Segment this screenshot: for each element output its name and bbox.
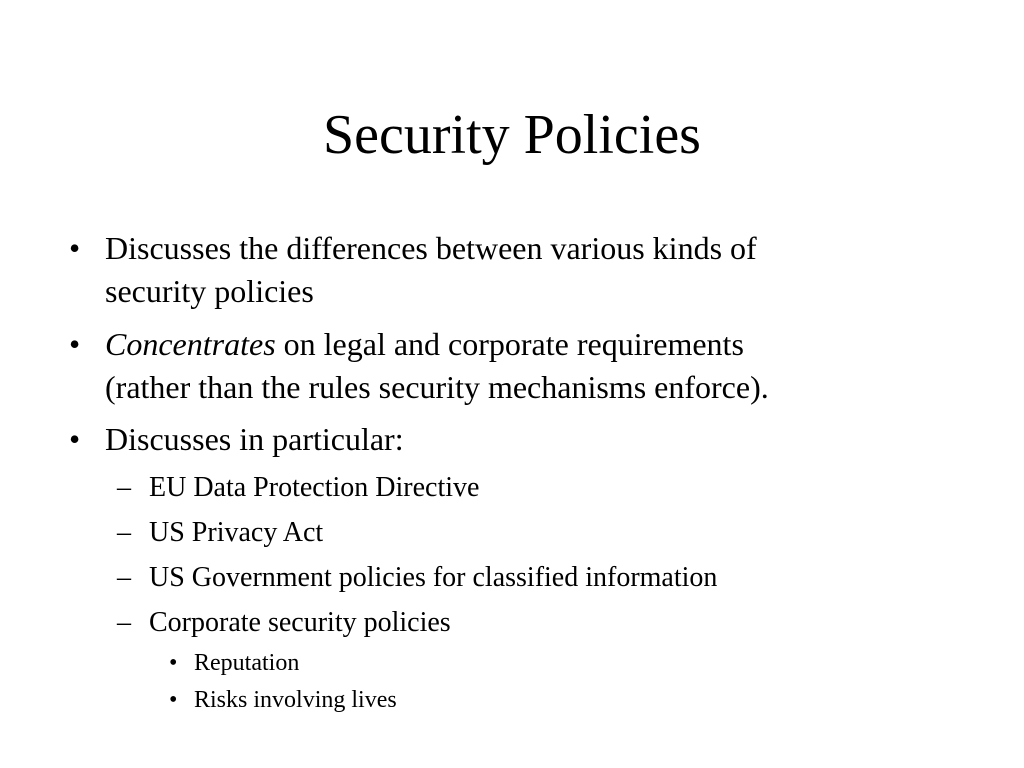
- dash-marker: –: [117, 607, 131, 638]
- bullet-marker: •: [169, 687, 178, 713]
- sub-sub-bullet-text: Reputation: [194, 650, 300, 676]
- bullet-item: [69, 323, 985, 409]
- bullet-marker: •: [69, 421, 81, 457]
- dash-marker: –: [117, 472, 131, 503]
- bullet-text-line: Discusses in particular:: [105, 421, 404, 457]
- sub-sub-bullet-item: [169, 648, 994, 678]
- bullet-item: [69, 227, 985, 313]
- sub-bullet-text: Corporate security policies: [149, 607, 451, 638]
- sub-sub-bullet-text: Risks involving lives: [194, 687, 397, 713]
- sub-bullet-item: [117, 561, 999, 595]
- bullet-text-line: security policies: [105, 273, 314, 309]
- bullet-text-line: [105, 323, 985, 366]
- sub-bullet-item: [117, 471, 999, 505]
- sub-bullet-text: EU Data Protection Directive: [149, 472, 480, 503]
- sub-bullet-text: US Government policies for classified information: [149, 562, 718, 593]
- sub-bullet-item: [117, 606, 999, 640]
- sub-bullet-item: [117, 516, 999, 550]
- bullet-marker: •: [169, 650, 178, 676]
- slide-title: Security Policies: [323, 104, 701, 166]
- bullet-marker: •: [69, 230, 81, 266]
- bullet-item: [69, 418, 985, 461]
- sub-bullet-text: US Privacy Act: [149, 517, 324, 548]
- bullet-marker: •: [69, 326, 81, 362]
- bullet-text-rest: on legal and corporate requirements: [275, 326, 744, 362]
- bullet-text-line: Discusses the differences between various kinds of: [105, 230, 757, 266]
- sub-sub-bullet-item: [169, 685, 994, 715]
- dash-marker: –: [117, 562, 131, 593]
- dash-marker: –: [117, 517, 131, 548]
- bullet-text-line: (rather than the rules security mechanisms enforce).: [105, 369, 769, 405]
- emphasis-text: Concentrates: [105, 326, 276, 362]
